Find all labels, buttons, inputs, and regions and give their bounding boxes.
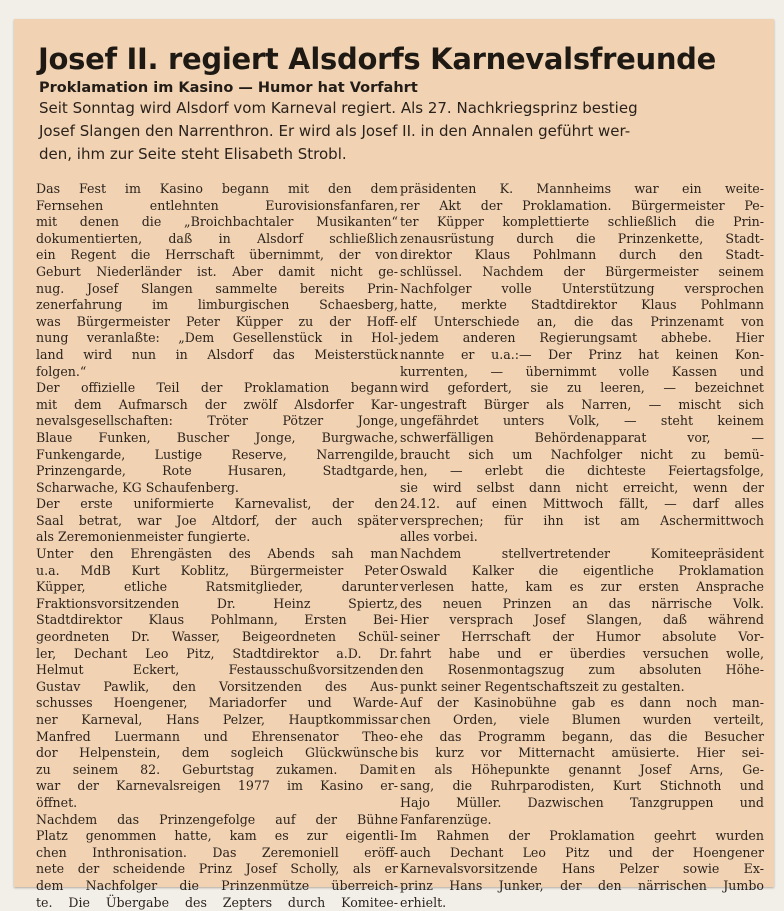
body-text-line: direktor Klaus Pohlmann durch den Stadt- [400,247,764,263]
body-text-line: Oswald Kalker die eigentliche Proklamation [400,562,764,578]
body-text-line: seiner Herrschaft der Humor absolute Vor- [400,629,764,645]
body-text-line: prinz Hans Junker, der den närrischen Jumbo [400,877,764,893]
lead-line: Seit Sonntag wird Alsdorf vom Karneval regiert. Als 27. Nachkriegsprinz bestieg [39,99,638,117]
body-text-line: zenerfahrung im limburgischen Schaesberg, [36,297,398,313]
body-text-line: hen, — erlebt die dichteste Feiertagsfolge, [400,463,764,479]
body-text-line: Küpper, etliche Ratsmitglieder, darunter [36,579,398,595]
body-text-line: kurrenten, — übernimmt volle Kassen und [400,363,764,379]
body-text-line: sang, die Ruhrparodisten, Kurt Stichnoth und [400,778,764,794]
lead-line: Josef Slangen den Narrenthron. Er wird als Josef II. in den Annalen geführt wer- [39,122,631,140]
body-text-line: ner Karneval, Hans Pelzer, Hauptkommissar [36,712,398,727]
body-text-line: schlüssel. Nachdem der Bürgermeister seinem [400,263,764,279]
body-text-line: Gustav Pawlik, den Vorsitzenden des Aus- [36,678,398,694]
body-text-line: den Rosenmontagszug zum absoluten Höhe- [400,662,764,678]
newspaper-clipping [14,19,774,910]
body-text-line: 24.12. auf einen Mittwoch fällt, — darf alles [400,496,764,512]
body-text-line: dokumentierten, daß in Alsdorf schließlich [36,230,398,246]
body-text-line: rer Akt der Proklamation. Bürgermeister Pe- [400,197,764,213]
body-text-line: Prinzengarde, Rote Husaren, Stadtgarde, [36,463,398,479]
body-text-line: Stadtdirektor Klaus Pohlmann, Ersten Bei- [36,612,398,628]
body-text-line: Hajo Müller. Dazwischen Tanzgruppen und [400,794,764,810]
body-text-line: Nachdem das Prinzengefolge auf der Bühne [36,811,398,827]
body-text-line: zenausrüstung durch die Prinzenkette, Stadt- [400,230,764,246]
body-text-line: en als Höhepunkte genannt Josef Arns, Ge- [400,761,764,777]
body-text-line: Saal betrat, war Joe Altdorf, der auch später [36,512,398,528]
body-text-line: fahrt habe und er überdies versuchen wolle, [400,645,764,661]
body-text-line: öffnet. [36,794,78,810]
body-text-line: zu seinem 82. Geburtstag zukamen. Damit [36,761,398,777]
body-text-line: Fernsehen entlehnten Eurovisionsfanfaren, [36,197,398,213]
body-text-line: elf Unterschiede an, die das Prinzenamt von [400,313,764,329]
body-text-line: chen Orden, viele Blumen wurden verteilt, [400,712,764,727]
body-text-line: ungefährdet unters Volk, — steht keinem [400,413,764,429]
body-text-line: chen Inthronisation. Das Zeremoniell eröff- [36,844,398,860]
body-text-line: ter Küpper komplettierte schließlich die Prin- [400,214,764,230]
body-text-line: Der offizielle Teil der Proklamation begann [36,380,398,396]
body-text-line: Nachdem stellvertretender Komiteepräsident [400,546,764,562]
body-text-line: nevalsgesellschaften: Tröter Pötzer Jonge, [36,413,398,429]
body-text-line: punkt seiner Regentschaftszeit zu gestalten. [400,678,685,694]
body-text-line: alles vorbei. [400,529,478,545]
body-text-line: te. Die Übergabe des Zepters durch Komitee- [36,894,398,910]
body-text-line: folgen.“ [36,363,87,379]
body-text-line: Helmut Eckert, Festausschußvorsitzenden [36,662,398,678]
body-text-line: Das Fest im Kasino begann mit den dem [36,181,398,196]
body-text-line: ehe das Programm begann, das die Besucher [400,728,764,744]
body-text-line: mit denen die „Broichbachtaler Musikanten“ [36,214,398,230]
article-column-right [400,181,764,911]
body-text-line: was Bürgermeister Peter Küpper zu der Hoff- [36,313,398,329]
body-text-line: erhielt. [400,894,447,910]
body-text-line: jedem anderen Regierungsamt abhebe. Hier [400,330,764,346]
body-text-line: verlesen hatte, kam es zur ersten Ansprache [400,579,764,595]
body-text-line: Geburt Niederländer ist. Aber damit nicht ge- [36,263,398,279]
body-text-line: dor Helpenstein, dem sogleich Glückwünsche [36,745,398,761]
body-text-line: Blaue Funken, Buscher Jonge, Burgwache, [36,429,398,445]
body-text-line: Im Rahmen der Proklamation geehrt wurden [400,828,764,844]
body-text-line: Scharwache, KG Schaufenberg. [36,479,239,495]
body-text-line: Karnevalsvorsitzende Hans Pelzer sowie Ex- [400,861,764,877]
body-text-line: dem Nachfolger die Prinzenmütze überreich- [36,877,398,893]
body-text-line: versprechen; für ihn ist am Aschermittwoch [400,512,764,528]
body-text-line: Manfred Luermann und Ehrensenator Theo- [36,728,398,744]
article-headline: Josef II. regiert Alsdorfs Karnevalsfreunde [38,42,716,76]
body-text-line: schusses Hoengener, Mariadorfer und Warde- [36,695,398,711]
body-text-line: ein Regent die Herrschaft übernimmt, der von [36,247,398,263]
body-text-line: Funkengarde, Lustige Reserve, Narrengilde, [36,446,398,462]
body-text-line: nannte er u.a.:— Der Prinz hat keinen Kon- [400,346,764,362]
body-text-line: nug. Josef Slangen sammelte bereits Prin- [36,280,398,296]
body-text-line: Auf der Kasinobühne gab es dann noch man- [400,695,764,711]
body-text-line: des neuen Prinzen an das närrische Volk. [400,595,764,611]
body-text-line: geordneten Dr. Wasser, Beigeordneten Schül- [36,629,398,645]
body-text-line: schwerfälligen Behördenapparat vor, — [400,429,764,445]
lead-line: den, ihm zur Seite steht Elisabeth Strobl. [39,145,347,163]
body-text-line: nung veranlaßte: „Dem Gesellenstück in Hol- [36,330,398,346]
body-text-line: ler, Dechant Leo Pitz, Stadtdirektor a.D. Dr. [36,645,398,661]
body-text-line: sie wird selbst dann nicht erreicht, wenn der [400,479,764,495]
body-text-line: land wird nun in Alsdorf das Meisterstück [36,346,398,362]
body-text-line: mit dem Aufmarsch der zwölf Alsdorfer Kar- [36,396,398,412]
body-text-line: als Zeremonienmeister fungierte. [36,529,251,545]
body-text-line: präsidenten K. Mannheims war ein weite- [400,181,764,196]
body-text-line: Fraktionsvorsitzenden Dr. Heinz Spiertz, [36,595,398,611]
article-column-left [36,181,398,911]
article-lead-paragraph [39,97,769,166]
body-text-line: auch Dechant Leo Pitz und der Hoengener [400,844,764,860]
body-text-line: Unter den Ehrengästen des Abends sah man [36,546,398,562]
body-text-line: wird gefordert, sie zu leeren, — bezeichnet [400,380,764,396]
article-subheadline: Proklamation im Kasino — Humor hat Vorfahrt [39,80,418,96]
body-text-line: nete der scheidende Prinz Josef Scholly, als er [36,861,398,877]
body-text-line: braucht sich um Nachfolger nicht zu bemü- [400,446,764,462]
body-text-line: Nachfolger volle Unterstützung versprochen [400,280,764,296]
body-text-line: Fanfarenzüge. [400,811,492,827]
body-text-line: war der Karnevalsreigen 1977 im Kasino er- [36,778,398,794]
body-text-line: hatte, merkte Stadtdirektor Klaus Pohlmann [400,297,764,313]
body-text-line: Platz genommen hatte, kam es zur eigentli- [36,828,398,844]
body-text-line: u.a. MdB Kurt Koblitz, Bürgermeister Peter [36,562,398,578]
body-text-line: bis kurz vor Mitternacht amüsierte. Hier sei- [400,745,764,761]
body-text-line: Der erste uniformierte Karnevalist, der den [36,496,398,512]
body-text-line: ungestraft Bürger als Narren, — mischt sich [400,396,764,412]
body-text-line: Hier versprach Josef Slangen, daß während [400,612,764,628]
